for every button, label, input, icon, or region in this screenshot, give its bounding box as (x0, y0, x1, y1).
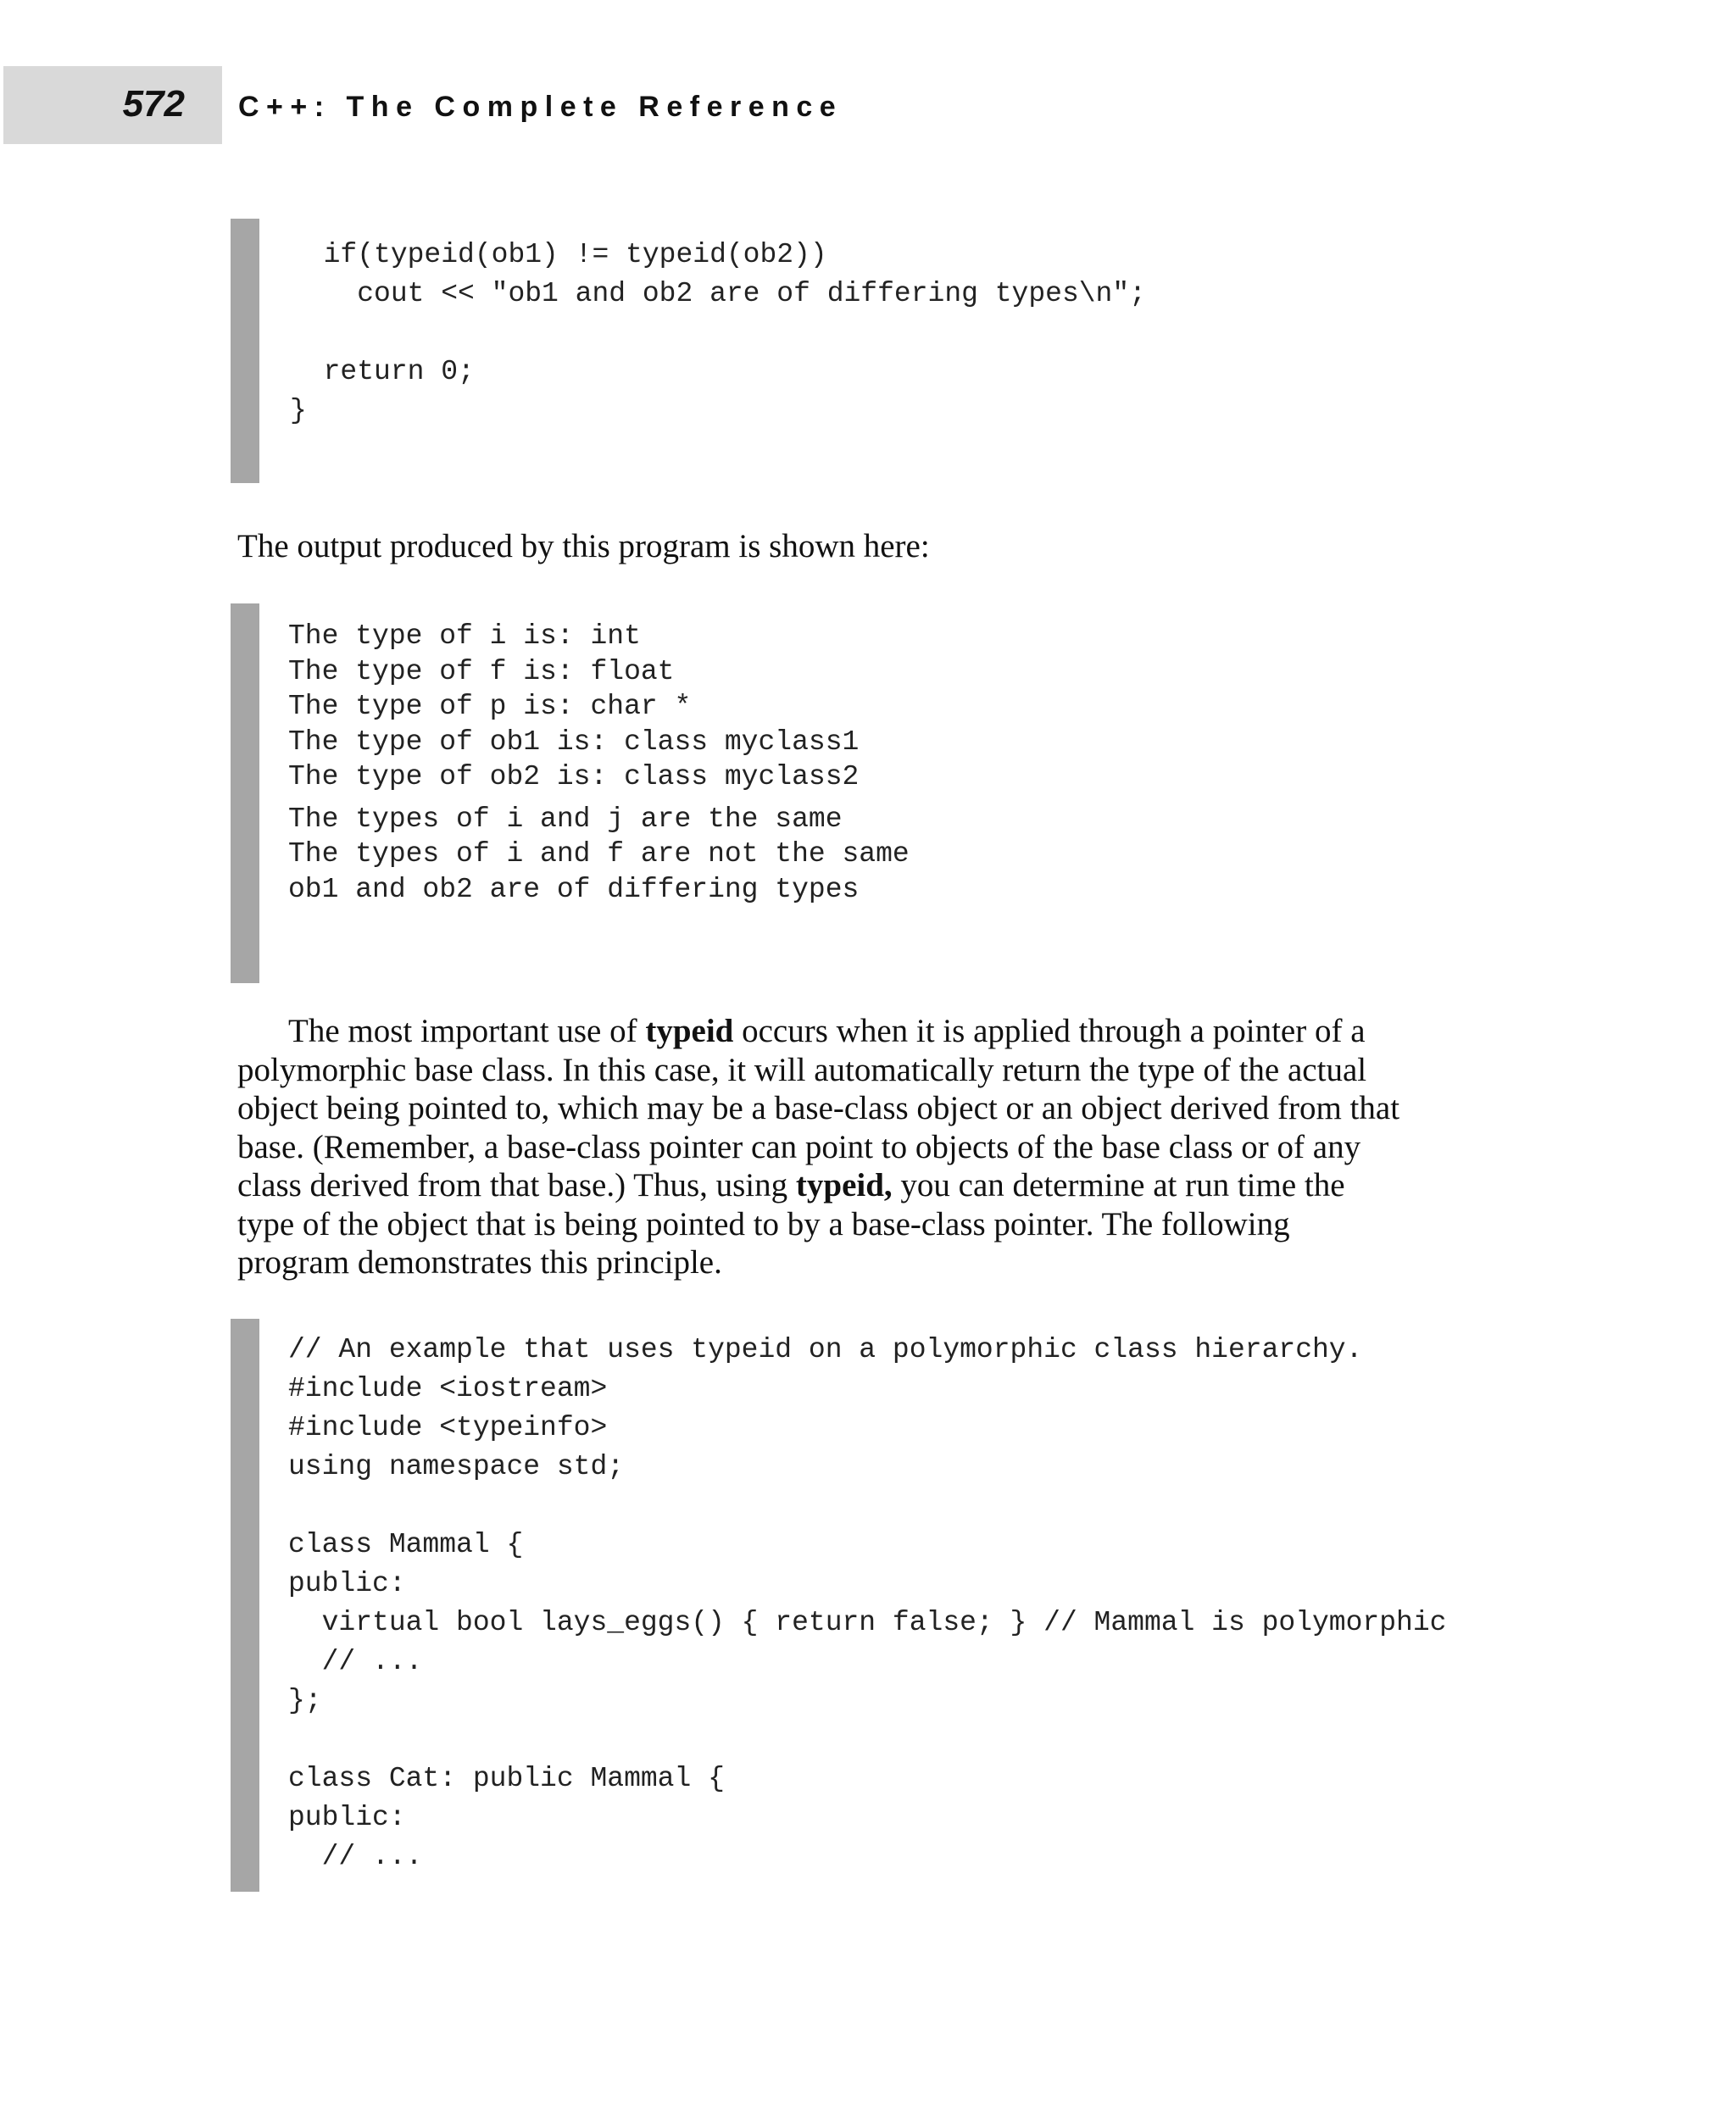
paragraph-text: occurs when it is applied through a pointer of a (733, 1013, 1366, 1049)
page-number: 572 (122, 83, 185, 125)
output-line: ob1 and ob2 are of differing types (288, 873, 860, 905)
output-line: The type of i is: int (288, 620, 641, 652)
output-gap (288, 795, 910, 802)
output-intro-text: The output produced by this program is shown here: (237, 528, 930, 564)
output-block (288, 619, 910, 907)
paragraph-text: The most important use of (288, 1013, 646, 1049)
code-line: // An example that uses typeid on a polymorphic class hierarchy. (288, 1334, 1363, 1365)
code-line: class Mammal { (288, 1529, 524, 1560)
code-line: public: (288, 1568, 406, 1599)
paragraph-line: program demonstrates this principle. (237, 1244, 722, 1281)
paragraph-text: you can determine at run time the (892, 1167, 1345, 1204)
code-line: using namespace std; (288, 1451, 625, 1482)
code-line: cout << "ob1 and ob2 are of differing types\n"; (290, 278, 1146, 309)
running-title: C++: The Complete Reference (238, 91, 843, 123)
paragraph-text: class derived from that base.) Thus, using (237, 1167, 796, 1204)
output-line: The type of p is: char * (288, 691, 692, 722)
paragraph-line (237, 1166, 1492, 1205)
code-line: // ... (288, 1646, 423, 1677)
code-line: return 0; (290, 356, 475, 387)
code-line: if(typeid(ob1) != typeid(ob2)) (290, 239, 827, 270)
paragraph-line (237, 1012, 1492, 1051)
program-output-listing (231, 603, 1460, 983)
code-listing-top (231, 219, 1460, 483)
output-line: The type of f is: float (288, 655, 675, 687)
paragraph-line: base. (Remember, a base-class pointer can point to objects of the base class or of any (237, 1128, 1361, 1165)
keyword-typeid: typeid, (795, 1167, 893, 1204)
code-line: // ... (288, 1841, 423, 1872)
paragraph-line: polymorphic base class. In this case, it will automatically return the type of the actual (237, 1051, 1367, 1088)
code-line: }; (288, 1685, 322, 1716)
output-line: The types of i and j are the same (288, 803, 843, 835)
code-line: virtual bool lays_eggs() { return false; } // Mammal is polymorphic (288, 1607, 1447, 1638)
page-number-tab (3, 66, 222, 144)
paragraph-line: object being pointed to, which may be a base-class object or an object derived from that (237, 1090, 1400, 1126)
output-line: The type of ob1 is: class myclass1 (288, 725, 860, 758)
output-line: The types of i and f are not the same (288, 838, 910, 870)
output-line: The type of ob2 is: class myclass2 (288, 761, 860, 792)
code-line: #include <iostream> (288, 1373, 608, 1404)
code-line: } (290, 395, 307, 426)
keyword-typeid: typeid (645, 1013, 734, 1049)
code-block-top (290, 236, 1146, 431)
code-listing-bottom (231, 1319, 1468, 1892)
code-line: #include <typeinfo> (288, 1412, 608, 1443)
paragraph-line: type of the object that is being pointed to by a base-class pointer. The following (237, 1205, 1290, 1243)
code-line: class Cat: public Mammal { (288, 1763, 725, 1794)
code-block-bottom (288, 1331, 1446, 1876)
code-line: public: (288, 1802, 406, 1833)
body-paragraph (237, 1012, 1492, 1282)
